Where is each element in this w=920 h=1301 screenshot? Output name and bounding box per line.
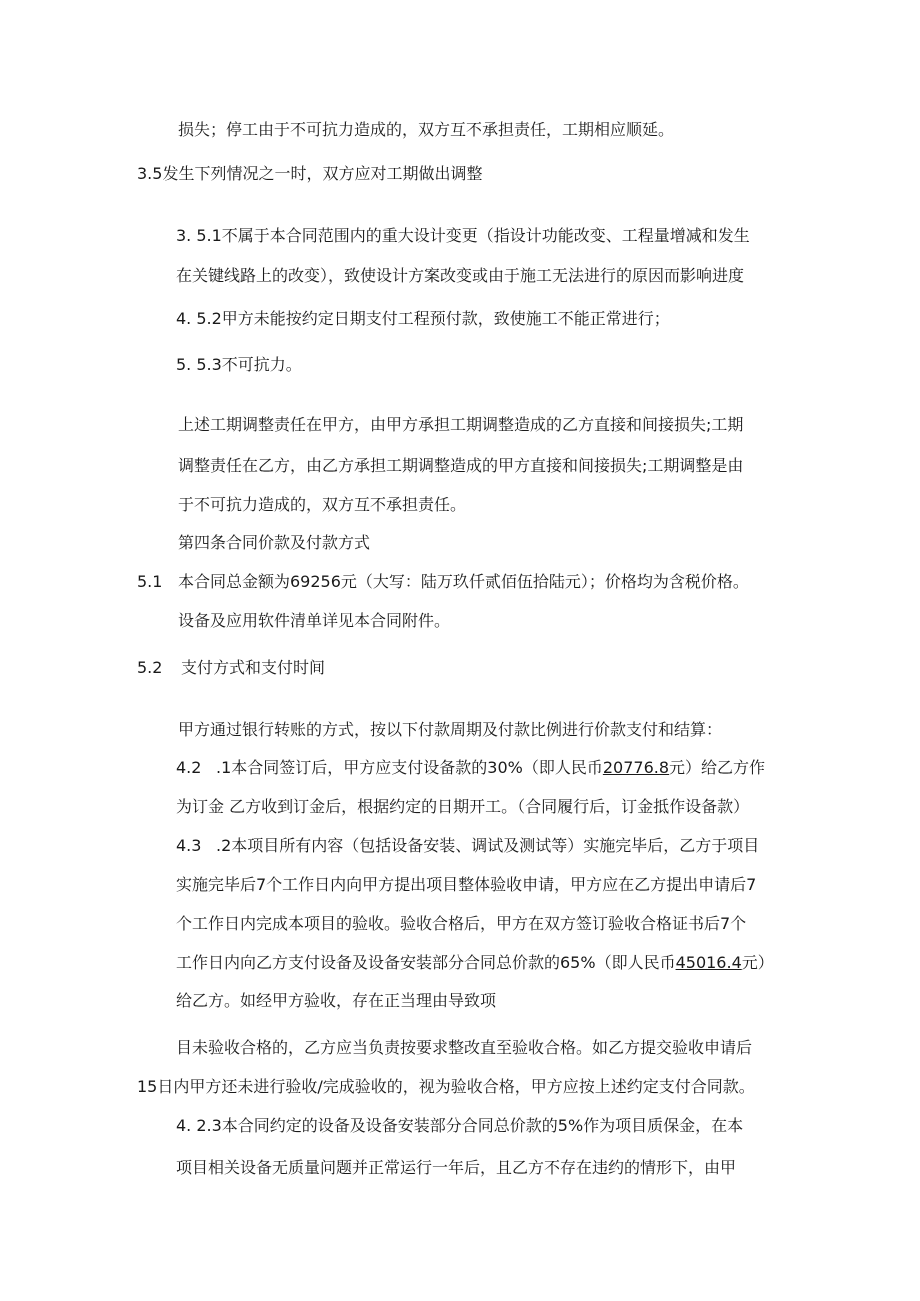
clause-heading: 3.5发生下列情况之一时，双方应对工期做出调整 [137, 164, 483, 183]
text-line: 调整责任在乙方，由乙方承担工期调整造成的甲方直接和间接损失;工期调整是由 [178, 456, 744, 475]
list-item: 5. 5.3不可抗力。 [176, 355, 302, 374]
text-line: .2本项目所有内容（包括设备安装、调试及测试等）实施完毕后，乙方于项目 [216, 836, 760, 855]
text-line: 给乙方。如经甲方验收，存在正当理由导致项 [176, 991, 497, 1010]
clause-number: 5.1 [137, 572, 163, 591]
list-item: 4. 5.2甲方未能按约定日期支付工程预付款，致使施工不能正常进行； [176, 309, 670, 328]
clause-number: 4.3 [176, 836, 202, 855]
clause-heading: 支付方式和支付时间 [181, 658, 326, 677]
clause-number: 5.2 [137, 658, 163, 677]
text-line: 设备及应用软件清单详见本合同附件。 [178, 611, 451, 630]
text-line: 于不可抗力造成的，双方互不承担责任。 [178, 495, 467, 514]
text-line [176, 951, 774, 975]
list-item: 4. 2.3本合同约定的设备及设备安装部分合同总价款的5%作为项目质保金，在本 [176, 1116, 744, 1135]
text-line: 为订金 乙方收到订金后，根据约定的日期开工。（合同履行后，订金抵作设备款） [176, 797, 750, 816]
text-segment: 元） [741, 953, 774, 972]
amount-value: 45016.4 [675, 953, 742, 972]
text-line [216, 756, 765, 780]
text-line: 本合同总金额为69256元（大写：陆万玖仟贰佰伍拾陆元）；价格均为含税价格。 [178, 572, 749, 591]
text-line: 上述工期调整责任在甲方，由甲方承担工期调整造成的乙方直接和间接损失;工期 [178, 415, 744, 434]
text-line: 甲方通过银行转账的方式，按以下付款周期及付款比例进行价款支付和结算： [178, 720, 723, 739]
text-segment: .1本合同签订后，甲方应支付设备款的30%（即人民币 [216, 758, 603, 777]
text-line: 损失；停工由于不可抗力造成的，双方互不承担责任，工期相应顺延。 [178, 120, 675, 139]
list-item: 3. 5.1不属于本合同范围内的重大设计变更（指设计功能改变、工程量增减和发生 [176, 226, 750, 245]
text-line: 实施完毕后7个工作日内向甲方提出项目整体验收申请，甲方应在乙方提出申请后7 [176, 875, 757, 894]
text-segment: 元）给乙方作 [669, 758, 766, 777]
text-line: 15日内甲方还未进行验收/完成验收的，视为验收合格，甲方应按上述约定支付合同款。 [137, 1077, 755, 1096]
section-title: 第四条合同价款及付款方式 [178, 533, 371, 552]
text-line: 个工作日内完成本项目的验收。验收合格后，甲方在双方签订验收合格证书后7个 [176, 914, 747, 933]
amount-value: 20776.8 [602, 758, 670, 777]
text-segment: 工作日内向乙方支付设备及设备安装部分合同总价款的65%（即人民币 [176, 953, 676, 972]
text-line: 目未验收合格的，乙方应当负责按要求整改直至验收合格。如乙方提交验收申请后 [176, 1038, 753, 1057]
clause-number: 4.2 [176, 758, 202, 777]
text-line: 在关键线路上的改变），致使设计方案改变或由于施工无法进行的原因而影响进度 [176, 266, 745, 285]
text-line: 项目相关设备无质量问题并正常运行一年后，且乙方不存在违约的情形下，由甲 [176, 1158, 737, 1177]
